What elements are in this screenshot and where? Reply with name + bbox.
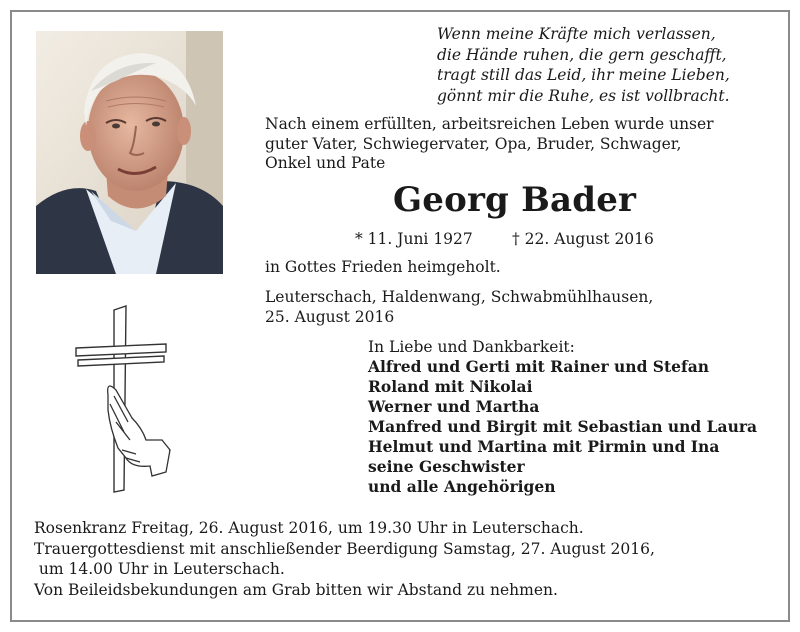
family-member: seine Geschwister xyxy=(368,457,525,476)
place-line: 25. August 2016 xyxy=(265,307,395,326)
service-line: Rosenkranz Freitag, 26. August 2016, um 19.30 Uhr in Leuterschach. xyxy=(34,519,584,537)
intro-line: Nach einem erfüllten, arbeitsreichen Leben wurde unser xyxy=(265,115,714,133)
family-member: und alle Angehörigen xyxy=(368,477,556,496)
service-line: Trauergottesdienst mit anschließender Beerdigung Samstag, 27. August 2016, xyxy=(34,539,655,558)
portrait-photo xyxy=(36,31,223,274)
place-date xyxy=(265,288,653,327)
birth-date: * 11. Juni 1927 xyxy=(355,230,473,248)
family-member: Werner und Martha xyxy=(368,397,540,416)
family-member: Helmut und Martina mit Pirmin und Ina xyxy=(368,437,720,456)
poem-line: tragt still das Leid, ihr meine Lieben, xyxy=(437,66,730,84)
intro-text xyxy=(265,115,714,174)
family-member: Alfred und Gerti mit Rainer und Stefan xyxy=(368,357,709,376)
portrait-illustration xyxy=(36,31,223,274)
service-info xyxy=(34,518,655,600)
death-date: † 22. August 2016 xyxy=(512,230,654,248)
poem-line: die Hände ruhen, die gern geschafft, xyxy=(437,45,727,64)
place-line: Leuterschach, Haldenwang, Schwabmühlhausen, xyxy=(265,288,654,306)
intro-line: guter Vater, Schwiegervater, Opa, Bruder, Schwager, xyxy=(265,134,682,153)
deceased-name: Georg Bader xyxy=(393,180,637,220)
family-member: Manfred und Birgit mit Sebastian und Laura xyxy=(368,417,758,436)
family-member: Roland mit Nikolai xyxy=(368,377,533,396)
thanks-heading: In Liebe und Dankbarkeit: xyxy=(368,338,575,356)
poem-line: gönnt mir die Ruhe, es ist vollbracht. xyxy=(437,86,730,105)
poem-line: Wenn meine Kräfte mich verlassen, xyxy=(437,25,716,43)
peace-text: in Gottes Frieden heimgeholt. xyxy=(265,258,501,276)
family-list xyxy=(368,357,757,497)
intro-line: Onkel und Pate xyxy=(265,154,386,172)
cross-with-praying-hands-icon xyxy=(70,300,180,498)
service-line: Von Beileidsbekundungen am Grab bitten wir Abstand zu nehmen. xyxy=(34,580,558,599)
poem xyxy=(437,24,730,106)
service-line: um 14.00 Uhr in Leuterschach. xyxy=(34,560,285,578)
